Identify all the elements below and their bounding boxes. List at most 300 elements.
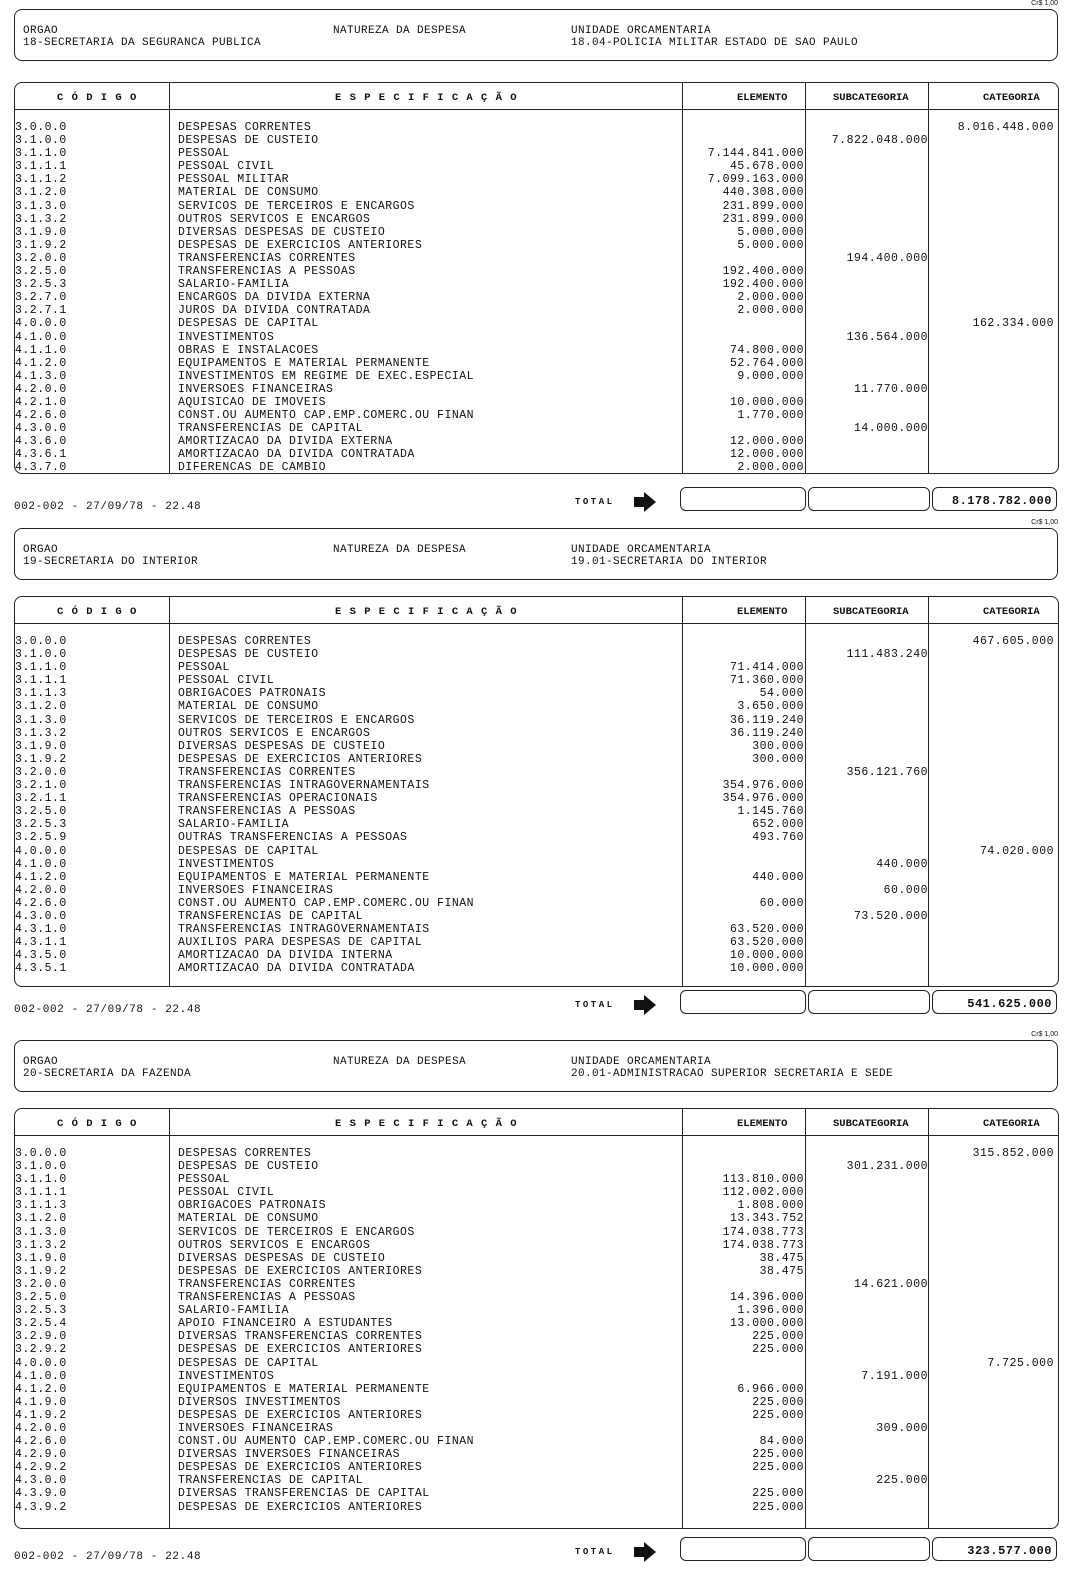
elemento-cell: 2.000.000	[737, 304, 804, 318]
especificacao-cell: DIVERSAS DESPESAS DE CUSTEIO	[178, 225, 386, 239]
codigo-cell: 4.1.0.0	[15, 330, 67, 344]
codigo-cell: 3.1.2.0	[15, 186, 67, 200]
total-label: TOTAL	[575, 497, 615, 507]
codigo-cell: 4.2.6.0	[15, 896, 67, 910]
header-codigo: C Ó D I G O	[57, 92, 138, 104]
elemento-cell: 354.976.000	[722, 792, 804, 806]
table-row	[15, 226, 1058, 239]
table-row	[15, 1278, 1058, 1291]
elemento-cell: 440.000	[752, 870, 804, 884]
elemento-cell: 174.038.773	[722, 1225, 804, 1239]
codigo-cell: 4.3.1.0	[15, 923, 67, 937]
total-categoria-value: 8.178.782.000	[932, 487, 1057, 511]
codigo-cell: 4.3.6.0	[15, 435, 67, 449]
table-row	[15, 1396, 1058, 1409]
table-row	[15, 1487, 1058, 1500]
especificacao-cell: PESSOAL	[178, 1173, 230, 1187]
especificacao-cell: DESPESAS DE CAPITAL	[178, 317, 319, 331]
elemento-cell: 36.119.240	[729, 726, 804, 740]
codigo-cell: 3.1.0.0	[15, 1160, 67, 1174]
table-row	[15, 700, 1058, 713]
especificacao-cell: DIVERSAS INVERSOES FINANCEIRAS	[178, 1448, 401, 1462]
header-subcategoria: SUBCATEGORIA	[833, 606, 909, 618]
categoria-cell: 162.334.000	[972, 317, 1054, 331]
especificacao-cell: DIVERSAS TRANSFERENCIAS CORRENTES	[178, 1330, 423, 1344]
especificacao-cell: TRANSFERENCIAS INTRAGOVERNAMENTAIS	[178, 779, 430, 793]
elemento-cell: 440.308.000	[722, 186, 804, 200]
table-row	[15, 383, 1058, 396]
especificacao-cell: TRANSFERENCIAS DE CAPITAL	[178, 422, 364, 436]
table-row	[15, 714, 1058, 727]
codigo-cell: 3.1.1.0	[15, 661, 67, 675]
especificacao-cell: EQUIPAMENTOS E MATERIAL PERMANENTE	[178, 870, 430, 884]
section-header-box	[14, 9, 1058, 61]
subcategoria-cell: 14.000.000	[853, 422, 928, 436]
codigo-cell: 4.3.7.0	[15, 461, 67, 475]
table-row	[15, 422, 1058, 435]
total-label: TOTAL	[575, 1000, 615, 1010]
codigo-cell: 3.2.9.2	[15, 1343, 67, 1357]
codigo-cell: 3.1.1.2	[15, 173, 67, 187]
table-body	[15, 121, 1058, 475]
elemento-cell: 225.000	[752, 1408, 804, 1422]
codigo-cell: 3.1.3.2	[15, 212, 67, 226]
elemento-cell: 354.976.000	[722, 779, 804, 793]
elemento-cell: 74.800.000	[729, 343, 804, 357]
especificacao-cell: OUTRAS TRANSFERENCIAS A PESSOAS	[178, 831, 408, 845]
categoria-cell: 8.016.448.000	[957, 121, 1054, 134]
table-row	[15, 186, 1058, 199]
footer-timestamp: 002-002 - 27/09/78 - 22.48	[14, 501, 202, 513]
unidade-value: 18.04-POLICIA MILITAR ESTADO DE SAO PAULO	[571, 37, 859, 49]
especificacao-cell: TRANSFERENCIAS A PESSOAS	[178, 805, 356, 819]
codigo-cell: 3.2.5.9	[15, 831, 67, 845]
codigo-cell: 3.2.0.0	[15, 765, 67, 779]
especificacao-cell: DESPESAS CORRENTES	[178, 1147, 312, 1160]
table-row	[15, 1173, 1058, 1186]
elemento-cell: 84.000	[759, 1435, 804, 1449]
header-categoria: CATEGORIA	[983, 1118, 1040, 1130]
unidade-value: 19.01-SECRETARIA DO INTERIOR	[571, 556, 768, 568]
elemento-cell: 225.000	[752, 1500, 804, 1514]
total-categoria-value: 323.577.000	[932, 1537, 1057, 1561]
subcategoria-cell: 11.770.000	[853, 382, 928, 396]
codigo-cell: 3.1.9.2	[15, 752, 67, 766]
table-row	[15, 1501, 1058, 1514]
codigo-cell: 3.2.5.0	[15, 805, 67, 819]
elemento-cell: 225.000	[752, 1330, 804, 1344]
codigo-cell: 4.1.9.2	[15, 1408, 67, 1422]
codigo-cell: 3.1.2.0	[15, 700, 67, 714]
codigo-cell: 3.2.1.0	[15, 779, 67, 793]
total-label: TOTAL	[575, 1547, 615, 1557]
especificacao-cell: JUROS DA DIVIDA CONTRATADA	[178, 304, 371, 318]
codigo-cell: 3.1.9.0	[15, 1251, 67, 1265]
elemento-cell: 7.099.163.000	[707, 173, 804, 187]
especificacao-cell: TRANSFERENCIAS CORRENTES	[178, 765, 356, 779]
especificacao-cell: INVESTIMENTOS	[178, 330, 275, 344]
especificacao-cell: TRANSFERENCIAS OPERACIONAIS	[178, 792, 378, 806]
unidade-label: UNIDADE ORCAMENTARIA	[571, 544, 712, 556]
especificacao-cell: MATERIAL DE CONSUMO	[178, 1212, 319, 1226]
elemento-cell: 13.343.752	[729, 1212, 804, 1226]
total-categoria-value: 541.625.000	[932, 990, 1057, 1014]
especificacao-cell: DESPESAS DE CUSTEIO	[178, 648, 319, 662]
especificacao-cell: DIVERSAS TRANSFERENCIAS DE CAPITAL	[178, 1487, 430, 1501]
header-elemento: ELEMENTO	[737, 606, 788, 618]
elemento-cell: 38.475	[759, 1251, 804, 1265]
especificacao-cell: PESSOAL	[178, 147, 230, 161]
table-row	[15, 949, 1058, 962]
budget-section	[0, 519, 1080, 1030]
especificacao-cell: AMORTIZACAO DA DIVIDA CONTRATADA	[178, 448, 415, 462]
especificacao-cell: PESSOAL	[178, 661, 230, 675]
elemento-cell: 112.002.000	[722, 1186, 804, 1200]
codigo-cell: 3.2.5.3	[15, 1304, 67, 1318]
codigo-cell: 3.1.9.0	[15, 739, 67, 753]
especificacao-cell: AMORTIZACAO DA DIVIDA INTERNA	[178, 949, 393, 963]
table-row	[15, 674, 1058, 687]
total-subcategoria-box	[808, 990, 930, 1014]
especificacao-cell: SERVICOS DE TERCEIROS E ENCARGOS	[178, 713, 415, 727]
section-header-box	[14, 528, 1058, 580]
especificacao-cell: DESPESAS DE CUSTEIO	[178, 1160, 319, 1174]
codigo-cell: 4.3.0.0	[15, 422, 67, 436]
codigo-cell: 4.1.2.0	[15, 870, 67, 884]
especificacao-cell: OBRIGACOES PATRONAIS	[178, 687, 327, 701]
orgao-label: ORGAO	[23, 544, 59, 556]
categoria-cell: 74.020.000	[979, 844, 1054, 858]
codigo-cell: 3.1.1.1	[15, 160, 67, 174]
especificacao-cell: TRANSFERENCIAS CORRENTES	[178, 251, 356, 265]
especificacao-cell: OBRAS E INSTALACOES	[178, 343, 319, 357]
especificacao-cell: SALARIO-FAMILIA	[178, 1304, 290, 1318]
codigo-cell: 4.2.9.2	[15, 1461, 67, 1475]
subcategoria-cell: 60.000	[883, 883, 928, 897]
especificacao-cell: PESSOAL CIVIL	[178, 160, 275, 174]
table-row	[15, 858, 1058, 871]
codigo-cell: 3.1.1.1	[15, 674, 67, 688]
codigo-cell: 3.1.1.1	[15, 1186, 67, 1200]
codigo-cell: 3.1.2.0	[15, 1212, 67, 1226]
codigo-cell: 4.3.9.2	[15, 1500, 67, 1514]
especificacao-cell: ENCARGOS DA DIVIDA EXTERNA	[178, 291, 371, 305]
table-row	[15, 1252, 1058, 1265]
especificacao-cell: EQUIPAMENTOS E MATERIAL PERMANENTE	[178, 356, 430, 370]
table-row	[15, 435, 1058, 448]
elemento-cell: 1.808.000	[737, 1199, 804, 1213]
codigo-cell: 4.1.2.0	[15, 356, 67, 370]
especificacao-cell: DIVERSAS DESPESAS DE CUSTEIO	[178, 739, 386, 753]
codigo-cell: 3.2.0.0	[15, 251, 67, 265]
especificacao-cell: CONST.OU AUMENTO CAP.EMP.COMERC.OU FINAN	[178, 1435, 475, 1449]
codigo-cell: 3.1.3.0	[15, 713, 67, 727]
table-row	[15, 239, 1058, 252]
table-row	[15, 910, 1058, 923]
elemento-cell: 174.038.773	[722, 1238, 804, 1252]
table-row	[15, 278, 1058, 291]
header-especificacao: E S P E C I F I C A Ç Ã O	[335, 1118, 518, 1130]
elemento-cell: 71.360.000	[729, 674, 804, 688]
categoria-cell: 7.725.000	[987, 1356, 1054, 1370]
elemento-cell: 54.000	[759, 687, 804, 701]
especificacao-cell: TRANSFERENCIAS A PESSOAS	[178, 265, 356, 279]
elemento-cell: 652.000	[752, 818, 804, 832]
header-subcategoria: SUBCATEGORIA	[833, 1118, 909, 1130]
table-row	[15, 1239, 1058, 1252]
total-elemento-box	[680, 1537, 806, 1561]
codigo-cell: 3.1.0.0	[15, 134, 67, 148]
especificacao-cell: CONST.OU AUMENTO CAP.EMP.COMERC.OU FINAN	[178, 896, 475, 910]
table-row	[15, 331, 1058, 344]
table-row	[15, 1147, 1058, 1160]
especificacao-cell: INVESTIMENTOS	[178, 1369, 275, 1383]
table-row	[15, 1212, 1058, 1225]
table-row	[15, 648, 1058, 661]
subcategoria-cell: 111.483.240	[846, 648, 928, 662]
elemento-cell: 5.000.000	[737, 238, 804, 252]
elemento-cell: 10.000.000	[729, 949, 804, 963]
budget-section	[0, 0, 1080, 527]
codigo-cell: 4.3.5.1	[15, 962, 67, 976]
natureza-label: NATUREZA DA DESPESA	[333, 25, 467, 37]
table-row	[15, 740, 1058, 753]
header-subcategoria: SUBCATEGORIA	[833, 92, 909, 104]
currency-mark: Cr$ 1,00	[1031, 1031, 1058, 1038]
codigo-cell: 3.2.5.3	[15, 278, 67, 292]
codigo-cell: 3.1.9.0	[15, 225, 67, 239]
orgao-value: 18-SECRETARIA DA SEGURANCA PUBLICA	[23, 37, 262, 49]
codigo-cell: 4.3.9.0	[15, 1487, 67, 1501]
table-row	[15, 200, 1058, 213]
especificacao-cell: AMORTIZACAO DA DIVIDA CONTRATADA	[178, 962, 415, 976]
especificacao-cell: INVERSOES FINANCEIRAS	[178, 1421, 334, 1435]
subcategoria-cell: 7.822.048.000	[831, 134, 928, 148]
elemento-cell: 1.145.760	[737, 805, 804, 819]
unidade-label: UNIDADE ORCAMENTARIA	[571, 25, 712, 37]
especificacao-cell: MATERIAL DE CONSUMO	[178, 186, 319, 200]
table-row	[15, 1317, 1058, 1330]
table-row	[15, 265, 1058, 278]
table-row	[15, 1343, 1058, 1356]
especificacao-cell: PESSOAL MILITAR	[178, 173, 290, 187]
header-categoria: CATEGORIA	[983, 92, 1040, 104]
elemento-cell: 192.400.000	[722, 278, 804, 292]
especificacao-cell: DESPESAS DE CAPITAL	[178, 844, 319, 858]
elemento-cell: 493.760	[752, 831, 804, 845]
codigo-cell: 4.2.0.0	[15, 883, 67, 897]
table-row	[15, 1383, 1058, 1396]
subcategoria-cell: 301.231.000	[846, 1160, 928, 1174]
subcategoria-cell: 14.621.000	[853, 1277, 928, 1291]
table-row	[15, 897, 1058, 910]
codigo-cell: 4.0.0.0	[15, 844, 67, 858]
elemento-cell: 36.119.240	[729, 713, 804, 727]
especificacao-cell: APOIO FINANCEIRO A ESTUDANTES	[178, 1317, 393, 1331]
codigo-cell: 4.1.0.0	[15, 857, 67, 871]
especificacao-cell: DESPESAS DE EXERCICIOS ANTERIORES	[178, 1343, 423, 1357]
table-row	[15, 818, 1058, 831]
especificacao-cell: SALARIO-FAMILIA	[178, 818, 290, 832]
table-row	[15, 1357, 1058, 1370]
especificacao-cell: SERVICOS DE TERCEIROS E ENCARGOS	[178, 199, 415, 213]
especificacao-cell: EQUIPAMENTOS E MATERIAL PERMANENTE	[178, 1382, 430, 1396]
codigo-cell: 4.3.5.0	[15, 949, 67, 963]
elemento-cell: 2.000.000	[737, 291, 804, 305]
codigo-cell: 3.2.0.0	[15, 1277, 67, 1291]
elemento-cell: 63.520.000	[729, 923, 804, 937]
subcategoria-cell: 309.000	[876, 1421, 928, 1435]
elemento-cell: 225.000	[752, 1395, 804, 1409]
especificacao-cell: DESPESAS CORRENTES	[178, 121, 312, 134]
total-subcategoria-box	[808, 487, 930, 511]
elemento-cell: 63.520.000	[729, 936, 804, 950]
section-header-box	[14, 1040, 1058, 1092]
codigo-cell: 3.1.3.2	[15, 726, 67, 740]
especificacao-cell: INVESTIMENTOS EM REGIME DE EXEC.ESPECIAL	[178, 369, 475, 383]
table-row	[15, 635, 1058, 648]
elemento-cell: 231.899.000	[722, 212, 804, 226]
table-row	[15, 461, 1058, 474]
header-codigo: C Ó D I G O	[57, 606, 138, 618]
especificacao-cell: DESPESAS DE CUSTEIO	[178, 134, 319, 148]
especificacao-cell: TRANSFERENCIAS DE CAPITAL	[178, 909, 364, 923]
header-categoria: CATEGORIA	[983, 606, 1040, 618]
footer-timestamp: 002-002 - 27/09/78 - 22.48	[14, 1004, 202, 1016]
header-especificacao: E S P E C I F I C A Ç Ã O	[335, 606, 518, 618]
table-row	[15, 1422, 1058, 1435]
table-row	[15, 1226, 1058, 1239]
elemento-cell: 231.899.000	[722, 199, 804, 213]
codigo-cell: 3.2.7.1	[15, 304, 67, 318]
codigo-cell: 4.3.0.0	[15, 1474, 67, 1488]
codigo-cell: 3.0.0.0	[15, 635, 67, 648]
table-row	[15, 344, 1058, 357]
especificacao-cell: DESPESAS DE EXERCICIOS ANTERIORES	[178, 1500, 423, 1514]
table-row	[15, 1160, 1058, 1173]
table-row	[15, 291, 1058, 304]
currency-mark: Cr$ 1,00	[1031, 0, 1058, 7]
table-row	[15, 1370, 1058, 1383]
header-especificacao: E S P E C I F I C A Ç Ã O	[335, 92, 518, 104]
categoria-cell: 467.605.000	[972, 635, 1054, 648]
elemento-cell: 60.000	[759, 896, 804, 910]
especificacao-cell: AQUISICAO DE IMOVEIS	[178, 395, 327, 409]
especificacao-cell: SALARIO-FAMILIA	[178, 278, 290, 292]
codigo-cell: 4.3.1.1	[15, 936, 67, 950]
elemento-cell: 52.764.000	[729, 356, 804, 370]
elemento-cell: 300.000	[752, 739, 804, 753]
especificacao-cell: TRANSFERENCIAS CORRENTES	[178, 1277, 356, 1291]
table-row	[15, 370, 1058, 383]
codigo-cell: 3.1.1.3	[15, 687, 67, 701]
table-row	[15, 845, 1058, 858]
elemento-cell: 225.000	[752, 1487, 804, 1501]
elemento-cell: 10.000.000	[729, 962, 804, 976]
elemento-cell: 6.966.000	[737, 1382, 804, 1396]
especificacao-cell: DESPESAS DE EXERCICIOS ANTERIORES	[178, 238, 423, 252]
elemento-cell: 113.810.000	[722, 1173, 804, 1187]
table-row	[15, 766, 1058, 779]
orgao-value: 20-SECRETARIA DA FAZENDA	[23, 1068, 192, 1080]
codigo-cell: 4.2.9.0	[15, 1448, 67, 1462]
table-row	[15, 252, 1058, 265]
especificacao-cell: OUTROS SERVICOS E ENCARGOS	[178, 212, 371, 226]
elemento-cell: 1.396.000	[737, 1304, 804, 1318]
table-row	[15, 923, 1058, 936]
codigo-cell: 4.2.6.0	[15, 1435, 67, 1449]
table-row	[15, 1291, 1058, 1304]
table-row	[15, 831, 1058, 844]
table-row	[15, 409, 1058, 422]
table-row	[15, 1199, 1058, 1212]
table-row	[15, 1461, 1058, 1474]
orgao-label: ORGAO	[23, 25, 59, 37]
table-row	[15, 160, 1058, 173]
header-codigo: C Ó D I G O	[57, 1118, 138, 1130]
subcategoria-cell: 356.121.760	[846, 765, 928, 779]
codigo-cell: 3.2.5.3	[15, 818, 67, 832]
codigo-cell: 3.1.3.2	[15, 1238, 67, 1252]
header-elemento: ELEMENTO	[737, 1118, 788, 1130]
expense-table	[14, 596, 1059, 987]
natureza-label: NATUREZA DA DESPESA	[333, 1056, 467, 1068]
elemento-cell: 225.000	[752, 1343, 804, 1357]
orgao-label: ORGAO	[23, 1056, 59, 1068]
table-row	[15, 173, 1058, 186]
especificacao-cell: PESSOAL CIVIL	[178, 674, 275, 688]
especificacao-cell: MATERIAL DE CONSUMO	[178, 700, 319, 714]
elemento-cell: 5.000.000	[737, 225, 804, 239]
especificacao-cell: DIVERSAS DESPESAS DE CUSTEIO	[178, 1251, 386, 1265]
unidade-value: 20.01-ADMINISTRACAO SUPERIOR SECRETARIA E SEDE	[571, 1068, 894, 1080]
especificacao-cell: DESPESAS DE EXERCICIOS ANTERIORES	[178, 752, 423, 766]
elemento-cell: 3.650.000	[737, 700, 804, 714]
elemento-cell: 12.000.000	[729, 448, 804, 462]
table-row	[15, 121, 1058, 134]
especificacao-cell: OUTROS SERVICOS E ENCARGOS	[178, 726, 371, 740]
especificacao-cell: DESPESAS DE EXERCICIOS ANTERIORES	[178, 1264, 423, 1278]
table-row	[15, 884, 1058, 897]
codigo-cell: 4.1.9.0	[15, 1395, 67, 1409]
table-row	[15, 1330, 1058, 1343]
codigo-cell: 3.1.1.0	[15, 147, 67, 161]
codigo-cell: 3.2.5.4	[15, 1317, 67, 1331]
total-subcategoria-box	[808, 1537, 930, 1561]
codigo-cell: 3.1.3.0	[15, 1225, 67, 1239]
codigo-cell: 4.1.2.0	[15, 1382, 67, 1396]
natureza-label: NATUREZA DA DESPESA	[333, 544, 467, 556]
codigo-cell: 3.2.5.0	[15, 1291, 67, 1305]
especificacao-cell: DESPESAS DE EXERCICIOS ANTERIORES	[178, 1408, 423, 1422]
table-row	[15, 661, 1058, 674]
elemento-cell: 192.400.000	[722, 265, 804, 279]
codigo-cell: 3.2.1.1	[15, 792, 67, 806]
especificacao-cell: INVERSOES FINANCEIRAS	[178, 382, 334, 396]
especificacao-cell: DESPESAS CORRENTES	[178, 635, 312, 648]
codigo-cell: 3.2.5.0	[15, 265, 67, 279]
orgao-value: 19-SECRETARIA DO INTERIOR	[23, 556, 199, 568]
total-elemento-box	[680, 487, 806, 511]
elemento-cell: 225.000	[752, 1461, 804, 1475]
codigo-cell: 3.0.0.0	[15, 121, 67, 134]
codigo-cell: 4.2.0.0	[15, 382, 67, 396]
especificacao-cell: INVERSOES FINANCEIRAS	[178, 883, 334, 897]
especificacao-cell: DIVERSOS INVESTIMENTOS	[178, 1395, 341, 1409]
codigo-cell: 3.0.0.0	[15, 1147, 67, 1160]
table-row	[15, 727, 1058, 740]
especificacao-cell: INVESTIMENTOS	[178, 857, 275, 871]
